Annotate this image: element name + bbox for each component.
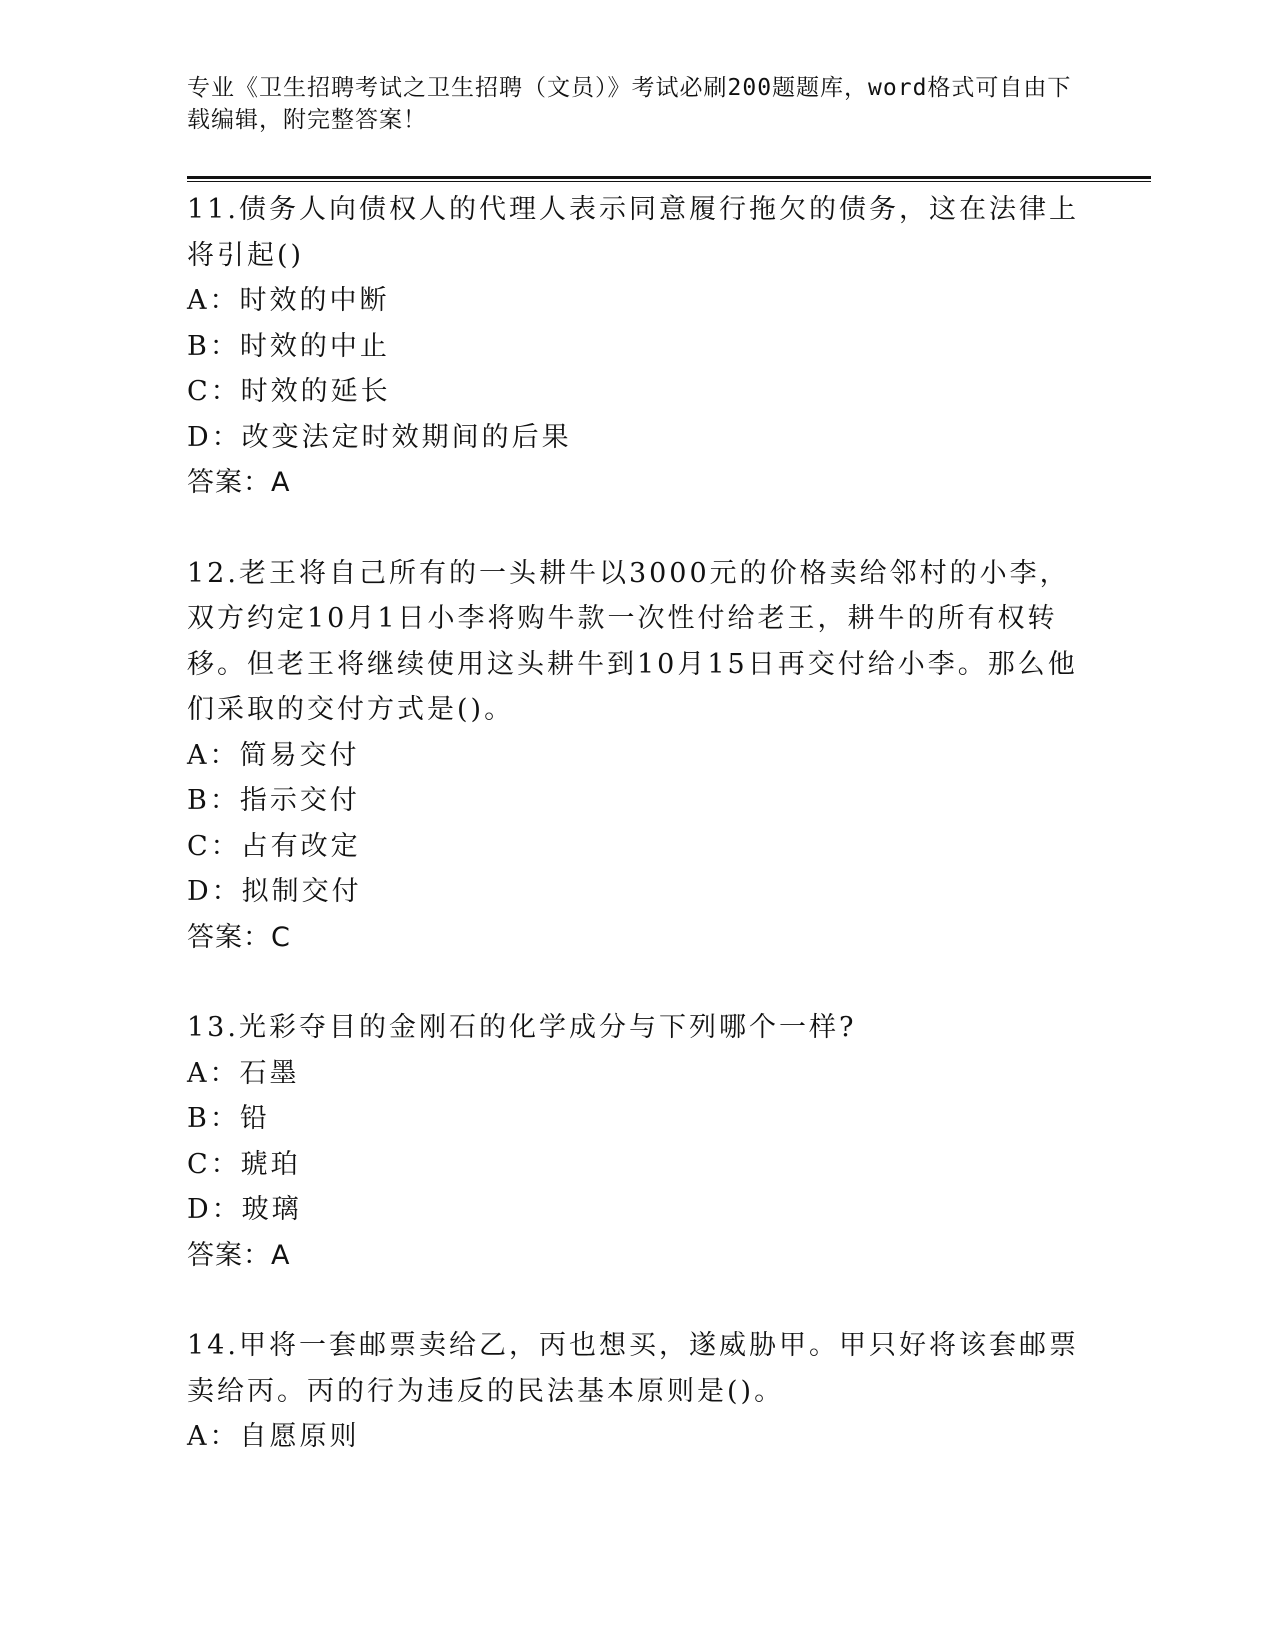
question-spacer [187,960,1087,1005]
header-divider-thin [187,181,1151,182]
option-c: C：琥珀 [187,1148,301,1180]
question-spacer [187,1278,1087,1323]
question-stem: 14.甲将一套邮票卖给乙，丙也想买，遂威胁甲。甲只好将该套邮票卖给丙。丙的行为违反的民法基本原则是()。 [187,1330,1079,1407]
option-b: B：指示交付 [187,785,360,816]
answer-line: 答案：A [187,1239,291,1271]
option-list [187,733,1087,915]
question-stem: 12.老王将自己所有的一头耕牛以3000元的价格卖给邻村的小李，双方约定10月1日小李将购牛款一次性付给老王，耕牛的所有权转移。但老王将继续使用这头耕牛到10月15日再交付给小李。那么他们采取的交付方式是()。 [187,557,1078,725]
option-c: C：占有改定 [187,830,361,862]
question-14 [187,1323,1087,1460]
option-d: D：拟制交付 [187,876,362,907]
answer-line: 答案：C [187,921,291,953]
option-a: A：时效的中断 [187,285,390,316]
option-b: B：时效的中止 [187,330,390,362]
option-a: A：简易交付 [187,739,360,771]
option-d: D：改变法定时效期间的后果 [187,421,572,453]
question-spacer [187,506,1087,551]
option-c: C：时效的延长 [187,376,391,407]
question-12 [187,551,1087,961]
question-stem: 11.债务人向债权人的代理人表示同意履行拖欠的债务，这在法律上将引起() [187,194,1079,271]
question-list [187,187,1087,1460]
option-a: A：石墨 [187,1057,300,1089]
option-list [187,1051,1087,1233]
option-d: D：玻璃 [187,1194,302,1225]
option-list [187,1414,1087,1460]
question-stem: 13.光彩夺目的金刚石的化学成分与下列哪个一样? [187,1012,857,1043]
option-b: B：铅 [187,1103,270,1134]
header-divider-thick [187,176,1151,179]
option-list [187,278,1087,460]
option-a: A：自愿原则 [187,1421,360,1452]
document-header: 专业《卫生招聘考试之卫生招聘（文员）》考试必刷200题题库，word格式可自由下载编辑，附完整答案！ [187,75,1072,133]
answer-line: 答案：A [187,467,291,498]
question-11 [187,187,1087,506]
question-13 [187,1005,1087,1278]
